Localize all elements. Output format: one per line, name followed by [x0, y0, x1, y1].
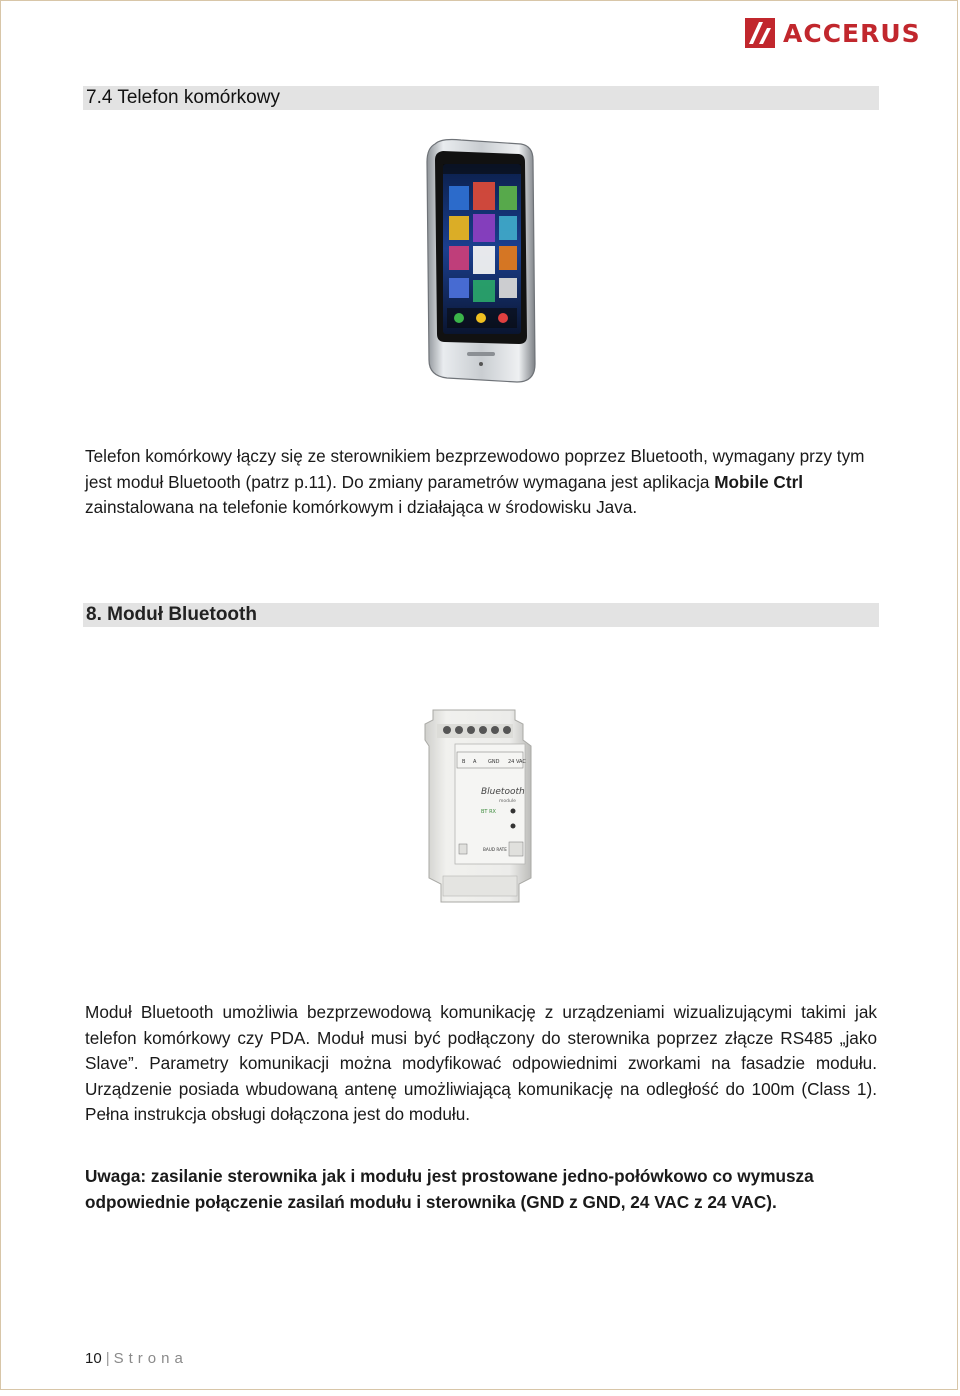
terminal-gnd-label: GND — [488, 759, 500, 765]
phone-description-part1: Telefon komórkowy łączy się ze sterownikiem bezprzewodowo poprzez Bluetooth, wymagany przy tym jest moduł Bluetooth (patrz p.11). Do zmiany parametrów wymagana jest aplikacja — [85, 446, 865, 492]
section-heading-bluetooth: 8. Moduł Bluetooth — [83, 603, 879, 627]
baud-rate-label: BAUD RATE — [483, 847, 507, 852]
module-brand-label: Bluetooth — [481, 787, 525, 797]
power-warning-note: Uwaga: zasilanie sterownika jak i modułu jest prostowane jedno-połówkowo co wymusza odpowiednie połączenie zasilań modułu i sterownika (GND z GND, 24 VAC z 24 VAC). — [85, 1166, 814, 1212]
terminal-a-label: A — [473, 759, 477, 765]
accerus-logo — [745, 17, 945, 49]
page-footer — [85, 1349, 188, 1369]
bluetooth-description: Moduł Bluetooth umożliwia bezprzewodową komunikację z urządzeniami wizualizującymi takimi jak telefon komórkowy czy PDA. Moduł musi być podłączony do sterownika poprzez złącze RS485 „jako Slave”. Parametry komunikacji można modyfikować odpowiednimi zworkami na fasadzie modułu. Urządzenie posiada wbudowaną antenę umożliwiającą komunikację na odległość do 100m (Class 1). Pełna instrukcja obsługi dołączona jest do modułu. — [85, 1002, 877, 1124]
terminal-b-label: B — [462, 759, 466, 765]
page-word: Strona — [113, 1350, 188, 1367]
module-sub-label: module — [499, 799, 516, 804]
phone-description-part2: zainstalowana na telefonie komórkowym i działająca w środowisku Java. — [85, 497, 638, 517]
footer-separator: | — [105, 1350, 110, 1367]
bt-rx-led — [511, 809, 516, 814]
section-heading-phone: 7.4 Telefon komórkowy — [83, 86, 879, 110]
page-number: 10 — [85, 1350, 102, 1367]
bluetooth-module-image — [419, 706, 539, 921]
terminal-24vac-label: 24 VAC — [508, 759, 526, 765]
accerus-logo-icon — [745, 18, 775, 48]
power-led — [511, 824, 516, 829]
logo-text: ACCERUS — [783, 18, 921, 48]
mobile-phone-image — [421, 138, 539, 386]
app-name: Mobile Ctrl — [714, 471, 804, 492]
phone-description — [85, 444, 877, 521]
led-label: BT RX — [481, 809, 496, 815]
